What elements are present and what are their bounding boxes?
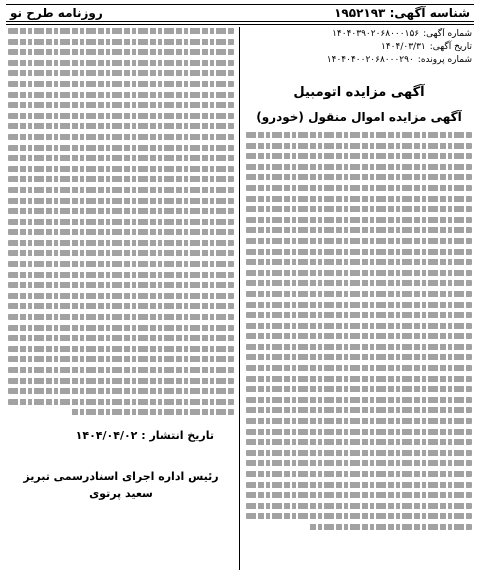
text-line	[246, 312, 472, 318]
text-line	[8, 388, 234, 394]
right-body-text	[246, 132, 472, 530]
text-line	[246, 132, 472, 138]
text-line	[8, 49, 234, 55]
text-line	[246, 153, 472, 159]
text-line	[8, 219, 234, 225]
ad-meta	[246, 28, 472, 67]
text-line	[8, 378, 234, 384]
text-line	[246, 482, 472, 488]
text-line	[8, 92, 234, 98]
text-line	[246, 450, 472, 456]
text-line	[246, 206, 472, 212]
text-line	[8, 335, 234, 341]
text-line	[8, 356, 234, 362]
text-line	[8, 261, 234, 267]
sub-title: آگهی مزایده اموال منقول (خودرو)	[256, 110, 462, 124]
text-line	[246, 418, 472, 424]
meta-ad-number: شماره آگهی: ۱۴۰۴۰۳۹۰۲۰۶۸۰۰۰۱۵۶	[332, 29, 472, 39]
signer-title: رئیس اداره اجرای اسنادرسمی تبریز	[23, 470, 219, 484]
text-line	[8, 123, 234, 129]
text-line	[8, 81, 234, 87]
text-line	[246, 227, 472, 233]
text-line	[246, 174, 472, 180]
text-line	[246, 407, 472, 413]
text-line	[246, 365, 472, 371]
signer-name: سعید پرتوی	[89, 487, 153, 501]
signature-block	[8, 468, 234, 502]
text-line	[8, 325, 234, 331]
ad-number-value: ۱۹۵۲۱۹۳	[334, 6, 386, 20]
text-line	[246, 503, 472, 509]
ad-number-label: شناسه آگهی:	[389, 6, 470, 20]
text-line	[8, 166, 234, 172]
text-line	[246, 323, 472, 329]
text-line	[246, 386, 472, 392]
text-line	[8, 282, 234, 288]
text-line	[8, 229, 234, 235]
publication-date	[8, 429, 214, 442]
text-line	[8, 399, 234, 405]
text-line	[246, 164, 472, 170]
text-line	[8, 113, 234, 119]
text-line	[8, 145, 234, 151]
text-line	[246, 185, 472, 191]
text-line	[246, 238, 472, 244]
text-line	[246, 280, 472, 286]
text-line	[8, 293, 234, 299]
text-line	[246, 217, 472, 223]
text-line	[246, 354, 472, 360]
text-line	[246, 344, 472, 350]
text-line	[246, 143, 472, 149]
text-line	[8, 346, 234, 352]
text-line	[246, 291, 472, 297]
text-line	[246, 270, 472, 276]
text-line	[8, 39, 234, 45]
meta-ad-date: تاریخ آگهی: ۱۴۰۴/۰۳/۳۱	[381, 42, 472, 52]
text-line	[8, 198, 234, 204]
text-line	[246, 196, 472, 202]
text-line	[8, 272, 234, 278]
text-line	[8, 367, 234, 373]
text-line	[8, 134, 234, 140]
text-line	[8, 28, 234, 34]
left-body-text	[8, 28, 234, 415]
text-line	[246, 397, 472, 403]
text-line	[246, 471, 472, 477]
text-line	[8, 250, 234, 256]
text-line	[8, 208, 234, 214]
pubdate-value: ۱۴۰۴/۰۴/۰۲	[75, 429, 138, 443]
publication-name: روزنامه طرح نو	[10, 6, 103, 20]
text-line	[8, 303, 234, 309]
text-line	[8, 314, 234, 320]
meta-file-number: شماره پرونده: ۱۴۰۴۰۴۰۰۲۰۶۸۰۰۰۲۹۰	[326, 55, 472, 65]
text-line	[246, 460, 472, 466]
column-divider	[239, 27, 240, 570]
text-line	[246, 259, 472, 265]
text-line	[8, 240, 234, 246]
text-line	[8, 176, 234, 182]
text-line	[8, 70, 234, 76]
header-divider	[6, 24, 474, 25]
ad-number	[334, 6, 470, 20]
text-line	[246, 439, 472, 445]
main-title: آگهی مزایده اتومبیل	[293, 85, 425, 100]
text-line	[8, 187, 234, 193]
text-line	[246, 333, 472, 339]
text-line	[246, 429, 472, 435]
text-line	[246, 492, 472, 498]
left-column	[8, 28, 234, 570]
page-header	[6, 4, 474, 22]
text-line	[246, 376, 472, 382]
text-line	[8, 155, 234, 161]
text-line	[309, 524, 472, 530]
text-line	[246, 249, 472, 255]
text-line	[8, 102, 234, 108]
text-line	[246, 302, 472, 308]
right-column	[246, 28, 472, 570]
pubdate-label: تاریخ انتشار :	[141, 429, 214, 443]
text-line	[246, 513, 472, 519]
text-line	[8, 60, 234, 66]
text-line	[71, 409, 234, 415]
